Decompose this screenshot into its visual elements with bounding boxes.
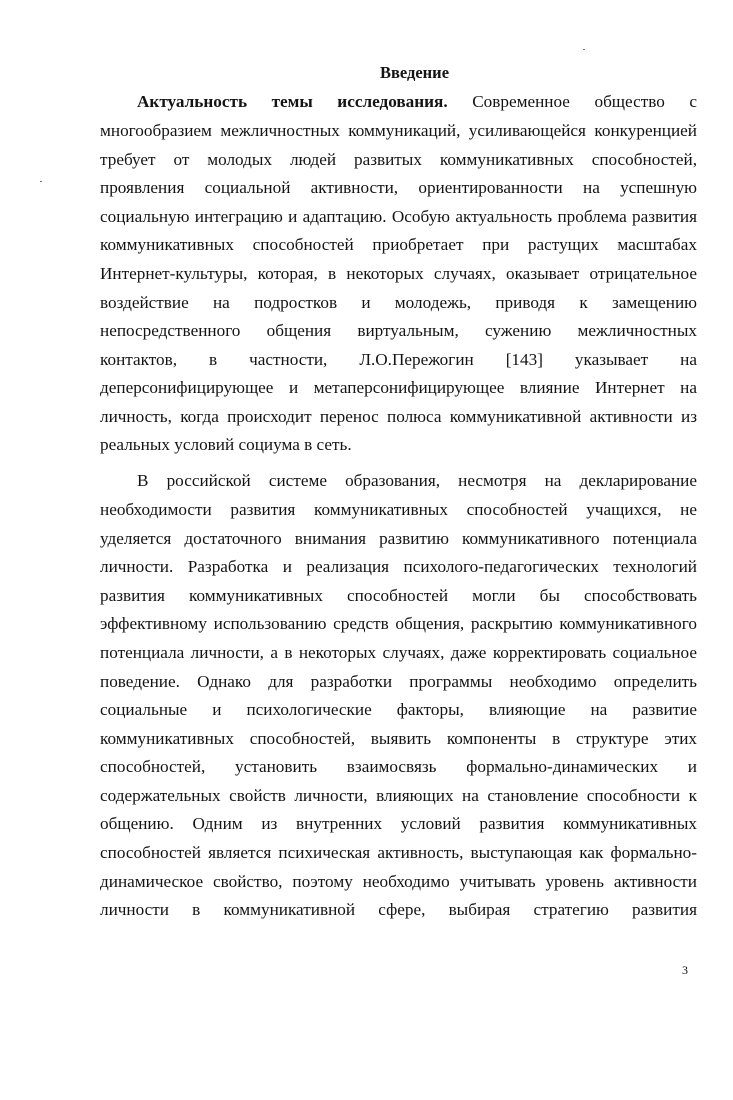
paragraph-line: эффективному использованию средств общения, раскрытию коммуникативного <box>100 614 697 633</box>
paragraph-line: общению. Одним из внутренних условий развития коммуникативных <box>100 814 697 833</box>
paragraph-line: реальных условий социума в сеть. <box>100 435 352 454</box>
paragraph-line: уделяется достаточного внимания развитию коммуникативного потенциала <box>100 529 697 548</box>
paragraph-line: многообразием межличностных коммуникаций, усиливающейся конкуренцией <box>100 121 697 140</box>
scan-speck <box>583 49 585 50</box>
page-number: 3 <box>682 963 688 977</box>
paragraph-line: социальные и психологические факторы, влияющие на развитие <box>100 700 697 719</box>
paragraph-line: требует от молодых людей развитых коммуникативных способностей, <box>100 150 697 169</box>
paragraph-line: коммуникативных способностей, выявить компоненты в структуре этих <box>100 729 697 748</box>
paragraph-line: воздействие на подростков и молодежь, приводя к замещению <box>100 293 697 312</box>
paragraph-line: необходимости развития коммуникативных способностей учащихся, не <box>100 500 697 519</box>
section-heading: Актуальность темы исследования. <box>137 92 448 111</box>
scan-speck <box>40 181 42 182</box>
paragraph-line: социальную интеграцию и адаптацию. Особую актуальность проблема развития <box>100 207 697 226</box>
paragraph-text: Современное общество с <box>472 92 697 111</box>
paragraph-line: динамическое свойство, поэтому необходимо учитывать уровень активности <box>100 872 697 891</box>
paragraph-line: личности. Разработка и реализация психолого-педагогических технологий <box>100 557 697 576</box>
paragraph-line: контактов, в частности, Л.О.Пережогин [143] указывает на <box>100 350 697 369</box>
page-title: Введение <box>379 63 450 82</box>
paragraph-line: коммуникативных способностей приобретает при растущих масштабах <box>100 235 697 254</box>
paragraph-line: Интернет-культуры, которая, в некоторых случаях, оказывает отрицательное <box>100 264 697 283</box>
paragraph-line: проявления социальной активности, ориентированности на успешную <box>100 178 697 197</box>
paragraph-line: содержательных свойств личности, влияющих на становление способности к <box>100 786 697 805</box>
paragraph-line: способностей, установить взаимосвязь формально-динамических и <box>100 757 697 776</box>
paragraph-line <box>137 88 697 117</box>
paragraph-line: личность, когда происходит перенос полюса коммуникативной активности из <box>100 407 697 426</box>
paragraph-line: развития коммуникативных способностей могли бы способствовать <box>100 586 697 605</box>
paragraph-line: поведение. Однако для разработки программы необходимо определить <box>100 672 697 691</box>
paragraph-line: непосредственного общения виртуальным, сужению межличностных <box>100 321 697 340</box>
paragraph-line: способностей является психическая активность, выступающая как формально- <box>100 843 697 862</box>
paragraph-line: личности в коммуникативной сфере, выбирая стратегию развития <box>100 900 697 919</box>
paragraph-line: потенциала личности, а в некоторых случаях, даже корректировать социальное <box>100 643 697 662</box>
paragraph-line: В российской системе образования, несмотря на декларирование <box>137 471 697 490</box>
paragraph-line: деперсонифицирующее и метаперсонифицирующее влияние Интернет на <box>100 378 697 397</box>
